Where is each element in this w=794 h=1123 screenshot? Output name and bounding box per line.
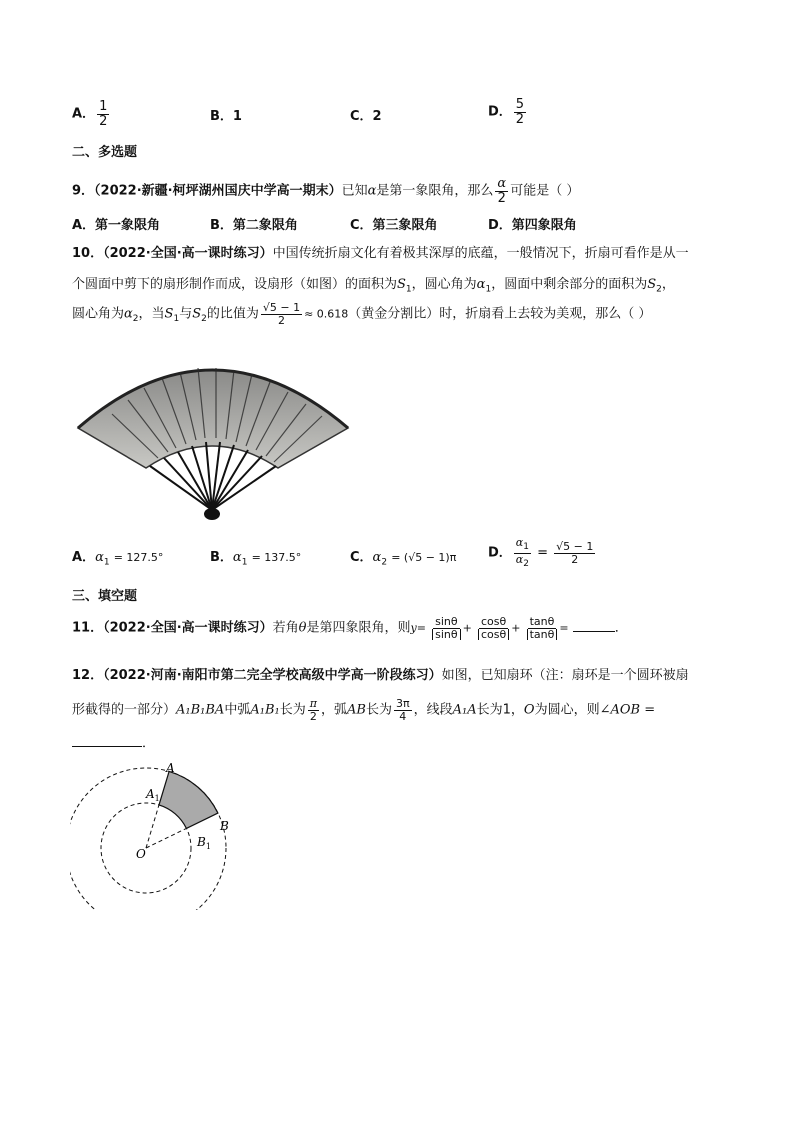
annulus-sector <box>159 771 218 828</box>
q9-option-a: A．第一象限角 <box>72 218 161 233</box>
q12-answer: ． <box>72 732 155 751</box>
q10-option-d: D． $\frac{\alpha_1}{\alpha_2}$ = $\frac{√5 - 1}{2}$ <box>488 536 594 569</box>
q8-option-c: C．2 <box>350 109 382 124</box>
q12-line1: 12．（2022·河南·南阳市第二完全学校高级中学高一阶段练习）如图，已知扇环（注：扇环是一个圆环被扇 <box>72 668 689 683</box>
q10-line2: 个圆面中剪下的扇形制作而成，设扇形（如图）的面积为$S_1$，圆心角为$\alpha_1$，圆面中剩余部分的面积为$S_2$， <box>72 277 675 295</box>
q10-line3: 圆心角为$\alpha_2$，当$S_1$与$S_2$的比值为 $\frac{√5 - 1}{2}$ ≈ 0.618（黄金分割比）时，折扇看上去较为美观，那么（ ） <box>72 301 652 327</box>
q12-line2: 形截得的一部分）A₁B₁BA中弧A₁B₁长为 $\frac{\pi}{2}$ ，弧AB长为 $\frac{3\pi}{4}$ ，线段A₁A长为1，O为圆心，则∠AOB = <box>72 697 656 723</box>
segment-OB1 <box>146 828 186 848</box>
q10-option-a: A．$\alpha_1 = 127.5^\circ$ <box>72 550 164 568</box>
q11-answer-blank[interactable] <box>573 631 615 632</box>
q12-answer-blank[interactable] <box>72 746 142 747</box>
q11-stem: 11．（2022·全国·高一课时练习）若角θ是第四象限角，则y= $\frac{\sin\theta}{\sin\theta}$ + $\frac{\cos\theta}{\cos\theta}$ + $\frac{\tan\theta}{\tan\theta}$ = ． <box>72 615 628 641</box>
segment-OA1 <box>146 805 159 848</box>
label-A1: $A_1$ <box>146 787 160 803</box>
q10-line1: 10．（2022·全国·高一课时练习）中国传统折扇文化有着极其深厚的底蕴，一般情况下，折扇可看作是从一 <box>72 246 689 261</box>
q8-option-d: D． $\frac{5}{2}$ <box>488 97 525 127</box>
q9-option-b: B．第二象限角 <box>210 218 298 233</box>
label-B: B <box>220 819 229 833</box>
q10-option-c: C．$\alpha_2 = (√5 - 1)\pi$ <box>350 550 457 568</box>
q9-stem: 9．（2022·新疆·柯坪湖州国庆中学高一期末）已知α是第一象限角，那么 $\frac{\alpha}{2}$ 可能是（ ） <box>72 176 580 206</box>
label-A: A <box>166 761 175 775</box>
q10-option-b: B．$\alpha_1 = 137.5^\circ$ <box>210 550 302 568</box>
q9-option-d: D．第四象限角 <box>488 218 577 233</box>
section-title-fill-in: 三、填空题 <box>72 589 138 604</box>
q8-option-b: B．1 <box>210 109 242 124</box>
label-B1: $B_1$ <box>197 835 211 851</box>
section-title-multiple-choice: 二、多选题 <box>72 145 138 160</box>
folding-fan-image <box>72 340 352 522</box>
label-O: O <box>136 847 146 861</box>
q9-option-c: C．第三象限角 <box>350 218 438 233</box>
q8-option-a: A． $\frac{1}{2}$ <box>72 99 108 129</box>
annulus-sector-diagram <box>70 760 250 910</box>
